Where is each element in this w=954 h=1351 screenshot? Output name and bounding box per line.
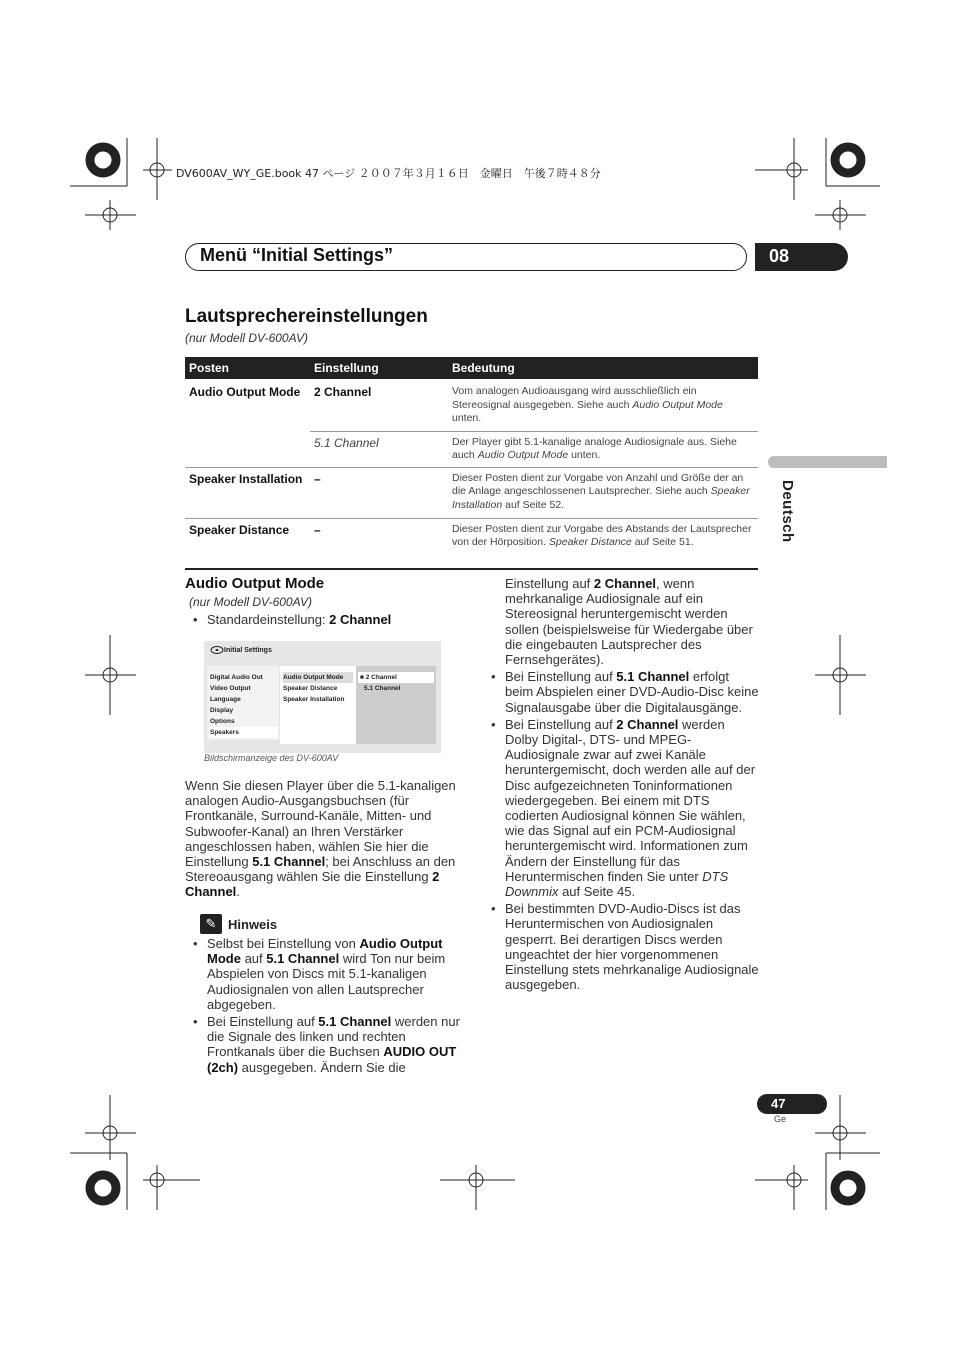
default-setting: • Standardeinstellung: 2 Channel (185, 612, 475, 629)
note-pencil-icon: ✎ (200, 914, 222, 934)
row-bedeutung: Dieser Posten dient zur Vorgabe des Abstands der Lautsprecher von der Hörposition. Speaker Distance auf Seite 51. (448, 518, 758, 569)
list-item: • Bei bestimmten DVD-Audio-Discs ist das Heruntermischen von Audiosignalen gesperrt. Bei derartigen Discs werden ungeachtet der hier vorgenommenen Einstellung stets mehrkanalige Audiosignale ausgegeben. (505, 901, 759, 992)
list-item: • Bei Einstellung auf 2 Channel werden Dolby Digital-, DTS- und MPEG-Audiosignale zwar auf zwei Kanäle heruntergemischt, doch werden alle auf der Disc aufgezeichneten Toninformationen wiedergegeben. Bei einem mit DTS codierten Audiosignal können Sie wählen, wie das Signal auf ein PCM-Audiosignal heruntergemischt wird. Informationen zum Ändern der Einstellung für das Heruntermischen finden Sie unter DTS Downmix auf Seite 45. (505, 717, 759, 899)
row-einstellung: 5.1 Channel (310, 431, 448, 467)
osd-menu-item: Options (210, 718, 235, 725)
row-bedeutung: Dieser Posten dient zur Vorgabe von Anzahl und Größe der an die Anlage angeschlossenen Lautsprecher. Siehe auch Speaker Installation auf Seite 52. (448, 467, 758, 518)
disc-icon (210, 645, 224, 655)
osd-menu-item: Digital Audio Out (210, 674, 263, 681)
section-title: Lautsprechereinstellungen (185, 306, 428, 327)
col-header-posten: Posten (185, 357, 310, 379)
table-row (185, 518, 758, 569)
table-row (185, 431, 758, 467)
chapter-title: Menü “Initial Settings” (200, 245, 394, 265)
page-language-code: Ge (774, 1114, 787, 1124)
col-header-einstellung: Einstellung (310, 357, 448, 379)
row-bedeutung: Der Player gibt 5.1-kanalige analoge Audiosignale aus. Siehe auch Audio Output Mode unten. (448, 431, 758, 467)
row-einstellung: – (310, 467, 448, 518)
list-item: • Bei Einstellung auf 5.1 Channel werden nur die Signale des linken und rechten Frontkanals über die Buchsen AUDIO OUT (2ch) ausgegeben. Ändern Sie die (207, 1014, 465, 1075)
right-column (483, 576, 759, 994)
osd-caption: Bildschirmanzeige des DV-600AV (204, 753, 339, 763)
table-row (185, 379, 758, 431)
print-book-line: DV600AV_WY_GE.book 47 ページ ２００７年３月１６日 金曜日 午後７時４８分 (176, 167, 601, 180)
row-einstellung: – (310, 518, 448, 569)
hint-list (185, 936, 465, 1077)
osd-submenu (280, 666, 356, 744)
osd-menu (210, 672, 278, 738)
speaker-settings-table (185, 357, 758, 570)
audio-output-note: (nur Modell DV-600AV) (189, 595, 312, 609)
chapter-number: 08 (769, 246, 790, 266)
page-number-badge (757, 1094, 827, 1114)
osd-submenu-item: Speaker Distance (283, 685, 338, 692)
language-side-label (768, 480, 798, 560)
list-item: • Selbst bei Einstellung von Audio Output Mode auf 5.1 Channel wird Ton nur beim Abspielen von Discs mit 5.1-kanaligen Audiosignalen von allen Lautsprecher abgegeben. (207, 936, 465, 1012)
chapter-number-badge (755, 243, 848, 271)
row-einstellung: 2 Channel (314, 385, 372, 399)
table-row (185, 467, 758, 518)
language-label-text: Deutsch (779, 480, 796, 543)
osd-menu-item: Speakers (210, 727, 278, 738)
row-posten: Speaker Distance (185, 518, 310, 569)
row-posten (185, 431, 310, 467)
osd-title: Initial Settings (224, 647, 272, 654)
osd-options (356, 666, 436, 744)
table-header-row (185, 357, 758, 379)
col-header-bedeutung: Bedeutung (448, 357, 758, 379)
osd-option-selected: ■ 2 Channel (358, 672, 434, 683)
row-posten: Audio Output Mode (189, 385, 301, 399)
osd-menu-item: Display (210, 707, 234, 714)
language-side-tab (768, 456, 887, 468)
audio-output-heading: Audio Output Mode (185, 575, 325, 592)
continued-paragraph: Einstellung auf 2 Channel, wenn mehrkanalige Audiosignale auf ein Stereosignal heruntergemischt werden sollen (beispielsweise für Wiedergabe über die eingebauten Lautsprecher des Fernsehgerätes). (505, 576, 753, 668)
page-number: 47 (771, 1096, 786, 1111)
audio-output-paragraph: Wenn Sie diesen Player über die 5.1-kanaligen analogen Audio-Ausgangsbuchsen (für Frontkanäle, Surround-Kanäle, Mitten- und Subwoofer-Kanal) an Ihren Verstärker angeschlossen haben, wählen Sie hier die Einstellung 5.1 Channel; bei Anschluss an den Stereoausgang wählen Sie die Einstellung 2 Channel. (185, 778, 456, 900)
osd-menu-item: Language (210, 696, 241, 703)
section-subtitle: (nur Modell DV-600AV) (185, 331, 308, 345)
list-item: • Bei Einstellung auf 5.1 Channel erfolgt beim Abspielen einer DVD-Audio-Disc keine Signalausgabe über die Digitalausgänge. (505, 669, 759, 715)
osd-submenu-item: Audio Output Mode (283, 672, 353, 683)
osd-submenu-item: Speaker Installation (283, 696, 345, 703)
osd-option: 5.1 Channel (364, 685, 401, 692)
hint-label: Hinweis (228, 917, 278, 932)
row-bedeutung: Vom analogen Audioausgang wird ausschließlich ein Stereosignal ausgegeben. Siehe auch Audio Output Mode unten. (452, 385, 723, 424)
osd-menu-item: Video Output (210, 685, 251, 692)
row-posten: Speaker Installation (185, 467, 310, 518)
